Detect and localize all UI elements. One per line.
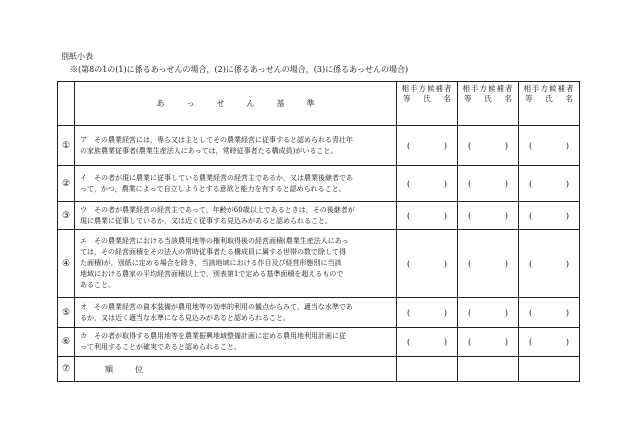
criteria-text-line: ては，その経営面積をその法人の常時従事者たる構成員に属する世帯の数で除して得 [80,248,346,256]
criteria-header-char: せ [216,99,225,108]
criteria-text-line: って，かつ，農業によって自立しようとする意欲と能力を有すると認められること。 [80,184,346,193]
row-number: ③ [58,202,75,230]
candidate-entry-cell[interactable] [519,202,580,230]
criteria-header-char: 準 [306,99,315,108]
open-paren: ( [468,337,472,347]
open-paren: ( [529,211,533,220]
criteria-text-line: た面積)が，別紙に定める場合を除き，当該地域における作目及び経営形態別に当該 [80,259,342,267]
close-paren: ) [504,211,508,220]
candidate-entry-cell[interactable] [458,230,519,298]
candidate-entry-cell[interactable] [397,166,458,202]
table-row [58,202,580,230]
criteria-text-cell [75,166,397,202]
close-paren: ) [443,211,447,220]
rank-row [58,357,580,382]
criteria-header-char: ん [246,99,255,108]
candidate-entry-cell[interactable] [397,230,458,298]
criteria-text-line: エ その農業経営における当該農用地等の権利取得後の経営面積(農業生産法人にあっ [80,237,349,245]
candidate-header-char: 等 [525,94,533,103]
row-number: ⑦ [58,357,75,382]
open-paren: ( [529,337,533,347]
candidate-entry-cell[interactable] [519,166,580,202]
rank-label-char: 順 [105,364,113,374]
criteria-header-char: っ [186,99,195,108]
candidate-entry-cell[interactable] [458,298,519,328]
criteria-text-line: ア その農業経営には，専ら又は主としてその農業経営に従事すると認められる青壮年 [80,135,353,144]
criteria-text-line: 現に農業に従事しているか，又は近く従事する見込みがあると認められること。 [80,216,332,225]
criteria-text-cell [75,202,397,230]
criteria-text-line: イ その者が現に農業に従事している農業経営の経営主であるか，又は農業後継者であ [80,173,353,182]
close-paren: ) [504,337,508,347]
close-paren: ) [504,179,508,188]
close-paren: ) [565,179,569,188]
sheet-title: 別紙小表 [61,52,93,61]
open-paren: ( [468,179,472,188]
criteria-text-cell [75,126,397,166]
candidate-entry-cell[interactable] [458,126,519,166]
close-paren: ) [565,337,569,347]
row-number: ① [58,126,75,166]
close-paren: ) [565,259,569,268]
table-row [58,230,580,298]
open-paren: ( [407,179,411,188]
criteria-text-cell [75,328,397,357]
open-paren: ( [468,308,472,317]
open-paren: ( [529,259,533,268]
candidate-header-cell [458,82,519,126]
criteria-text-line: カ その者が取得する農用地等を農業振興地域整備計画に定める農用地利用計画に従 [80,332,346,340]
candidate-header-line1: 相手方候補者 [462,84,514,93]
table-row [58,126,580,166]
close-paren: ) [504,308,508,317]
candidate-entry-cell[interactable] [519,230,580,298]
rank-label-char: 位 [135,364,143,374]
close-paren: ) [443,337,447,347]
candidate-header-cell [519,82,580,126]
row-number: ⑤ [58,298,75,328]
open-paren: ( [407,308,411,317]
table-row [58,328,580,357]
open-paren: ( [407,141,411,150]
close-paren: ) [504,259,508,268]
candidate-header-cell [397,82,458,126]
rank-entry-cell[interactable] [519,357,580,382]
candidate-header-line1: 相手方候補者 [401,84,453,93]
candidate-header-char: 等 [464,94,472,103]
open-paren: ( [468,259,472,268]
open-paren: ( [468,141,472,150]
close-paren: ) [565,308,569,317]
close-paren: ) [504,141,508,150]
row-number: ⑥ [58,328,75,357]
open-paren: ( [407,259,411,268]
candidate-header-char: 氏 [545,94,553,103]
candidate-header-char: 等 [403,94,411,103]
candidate-header-char: 名 [504,94,512,103]
criteria-text-line: ウ その者が農業経営の経営主であって，年齢が60歳以上であるときは，その後継者が [80,205,355,214]
criteria-text-cell [75,230,397,298]
criteria-text-line: って利用することが確実であると認められること。 [80,343,241,351]
close-paren: ) [443,308,447,317]
candidate-entry-cell[interactable] [519,328,580,357]
row-number: ④ [58,230,75,298]
open-paren: ( [468,211,472,220]
criteria-text-line: オ その農業経営の資本装備が農用地等の効率的利用の観点からみて，適当な水準であ [80,302,353,311]
open-paren: ( [407,337,411,347]
criteria-text-line: 地域における農家の平均経営面積以上で，別表第1で定める基準面積を超えるもので [80,270,344,278]
open-paren: ( [529,141,533,150]
candidate-header-char: 名 [443,94,451,103]
rank-entry-cell[interactable] [458,357,519,382]
criteria-text-cell [75,298,397,328]
rank-entry-cell[interactable] [397,357,458,382]
candidate-header-line1: 相手方候補者 [523,84,575,93]
candidate-entry-cell[interactable] [397,126,458,166]
criteria-text-line: あること。 [80,281,115,289]
table-row [58,166,580,202]
candidate-entry-cell[interactable] [397,328,458,357]
sheet-note: ※(第8の1の(1)に係るあっせんの場合，(2)に係るあっせんの場合，(3)に係るあっせんの場合) [70,65,409,74]
candidate-entry-cell[interactable] [397,202,458,230]
rank-label-cell [75,357,397,382]
close-paren: ) [565,141,569,150]
row-number: ② [58,166,75,202]
criteria-header-char: あ [156,99,165,108]
criteria-table [57,81,580,382]
criteria-header-cell [75,82,397,126]
candidate-header-char: 名 [565,94,573,103]
candidate-header-char: 氏 [484,94,492,103]
criteria-header-char: 基 [276,99,285,108]
criteria-text-line: るか，又は近く適当な水準になる見込みがあると認められること。 [80,313,290,322]
close-paren: ) [443,179,447,188]
candidate-entry-cell[interactable] [519,298,580,328]
close-paren: ) [443,141,447,150]
close-paren: ) [565,211,569,220]
candidate-entry-cell[interactable] [458,328,519,357]
open-paren: ( [529,308,533,317]
open-paren: ( [407,211,411,220]
candidate-entry-cell[interactable] [519,126,580,166]
close-paren: ) [443,259,447,268]
header-number-cell [58,82,75,126]
candidate-entry-cell[interactable] [458,202,519,230]
candidate-header-char: 氏 [423,94,431,103]
criteria-text-line: の家族農業従事者(農業生産法人にあっては，常時従事者たる構成員)がいること。 [80,146,338,155]
candidate-entry-cell[interactable] [458,166,519,202]
open-paren: ( [529,179,533,188]
candidate-entry-cell[interactable] [397,298,458,328]
table-row [58,298,580,328]
table-header-row [58,82,580,126]
